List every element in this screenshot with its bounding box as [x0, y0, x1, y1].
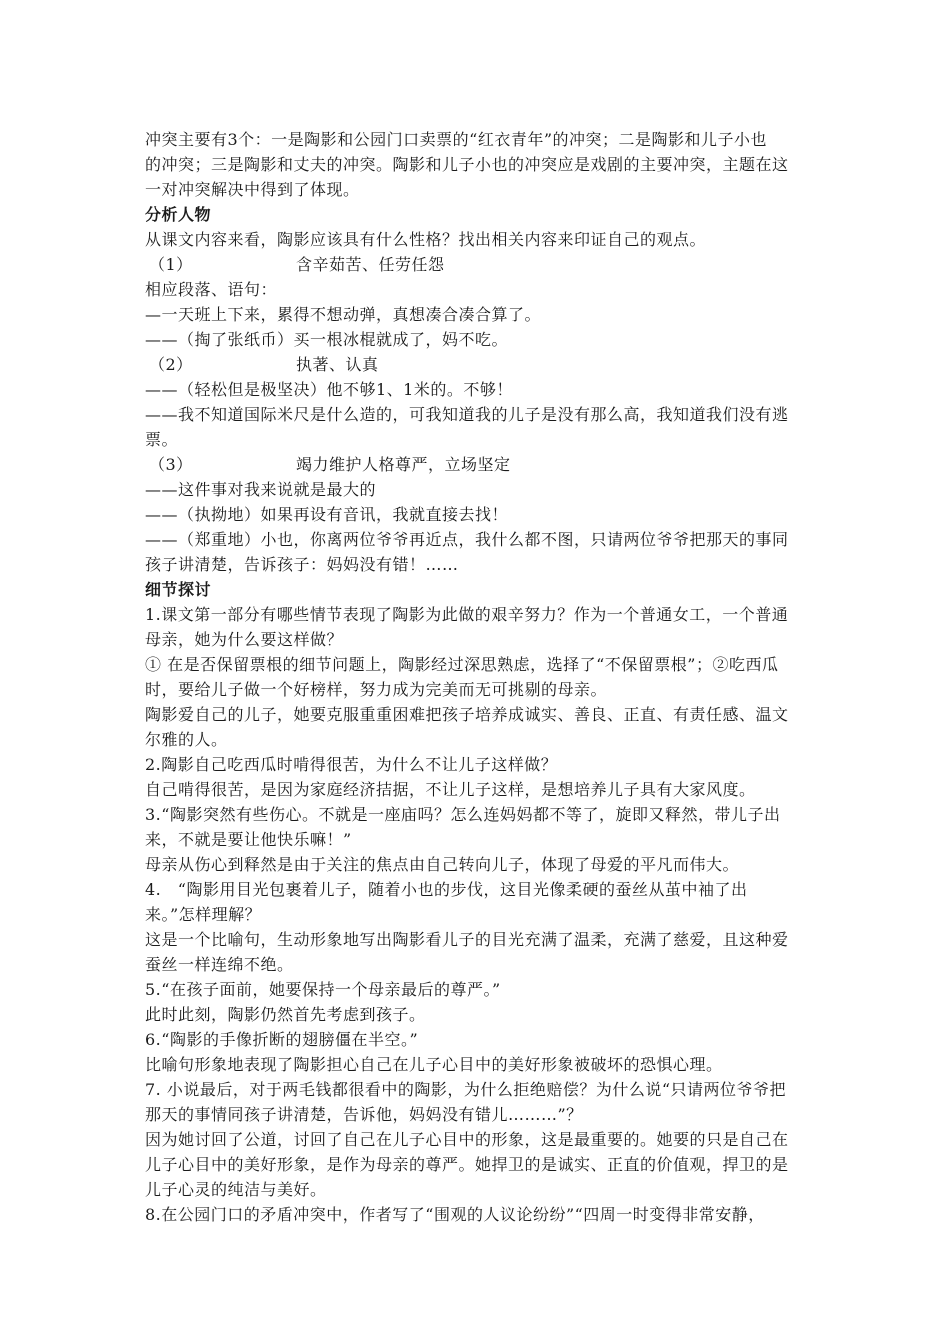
text-line: 母亲从伤心到释然是由于关注的焦点由自己转向儿子，体现了母爱的平凡而伟大。 — [145, 855, 740, 874]
text-line: 因为她讨回了公道，讨回了自己在儿子心目中的形象，这是最重要的。她要的只是自己在 — [145, 1130, 789, 1149]
text-line: 自己啃得很苦，是因为家庭经济拮据，不让儿子这样，是想培养儿子具有大家风度。 — [145, 780, 756, 799]
trait-label: 执著、认真 — [296, 355, 379, 374]
text-line: 的冲突；三是陶影和丈夫的冲突。陶影和儿子小也的冲突应是戏剧的主要冲突，主题在这 — [145, 155, 789, 174]
text-line: 孩子讲清楚，告诉孩子：妈妈没有错！…… — [145, 555, 459, 574]
text-line: 时，要给儿子做一个好榜样，努力成为完美而无可挑剔的母亲。 — [145, 680, 608, 699]
trait-number: （2） — [149, 355, 193, 374]
text-line: 5.“在孩子面前，她要保持一个母亲最后的尊严。” — [145, 980, 501, 999]
text-line: 2.陶影自己吃西瓜时啃得很苦，为什么不让儿子这样做？ — [145, 755, 558, 774]
text-line: 8.在公园门口的矛盾冲突中，作者写了“围观的人议论纷纷”“四周一时变得非常安静， — [145, 1205, 765, 1224]
text-line: 儿子心目中的美好形象，是作为母亲的尊严。她捍卫的是诚实、正直的价值观，捍卫的是 — [145, 1155, 789, 1174]
trait-number: （3） — [149, 455, 193, 474]
text-line: 一对冲突解决中得到了体现。 — [145, 180, 360, 199]
text-line: ——（掏了张纸币）买一根冰棍就成了，妈不吃。 — [145, 330, 509, 349]
trait-label: 含辛茹苦、任劳任怨 — [296, 255, 445, 274]
section-heading-analyze-characters: 分析人物 — [145, 205, 212, 224]
text-line: 1.课文第一部分有哪些情节表现了陶影为此做的艰辛努力？作为一个普通女工，一个普通 — [145, 605, 789, 624]
text-line: ——我不知道国际米尺是什么造的，可我知道我的儿子是没有那么高，我知道我们没有逃 — [145, 405, 789, 424]
text-line: 儿子心灵的纯洁与美好。 — [145, 1180, 327, 1199]
text-line: 陶影爱自己的儿子，她要克服重重困难把孩子培养成诚实、善良、正直、有责任感、温文 — [145, 705, 789, 724]
text-line: —一天班上下来，累得不想动弹，真想凑合凑合算了。 — [145, 305, 542, 324]
text-line: 比喻句形象地表现了陶影担心自己在儿子心目中的美好形象被破坏的恐惧心理。 — [145, 1055, 723, 1074]
trait-number: （1） — [149, 255, 193, 274]
text-line: ——这件事对我来说就是最大的 — [145, 480, 377, 499]
text-line: ——（轻松但是极坚决）他不够1、1米的。不够！ — [145, 380, 513, 399]
text-line: 6.“陶影的手像折断的翅膀僵在半空。” — [145, 1030, 419, 1049]
text-line: 4. “陶影用目光包裹着儿子，随着小也的步伐，这目光像柔硬的蚕丝从茧中袖了出 — [145, 880, 748, 899]
text-line: 尔雅的人。 — [145, 730, 228, 749]
text-line: 此时此刻，陶影仍然首先考虑到孩子。 — [145, 1005, 426, 1024]
text-line: 票。 — [145, 430, 179, 449]
text-line: 从课文内容来看，陶影应该具有什么性格？找出相关内容来印证自己的观点。 — [145, 230, 707, 249]
trait-label: 竭力维护人格尊严，立场坚定 — [296, 455, 511, 474]
text-line: 冲突主要有3个：一是陶影和公园门口卖票的“红衣青年”的冲突；二是陶影和儿子小也 — [145, 130, 768, 149]
text-line: 7. 小说最后，对于两毛钱都很看中的陶影，为什么拒绝赔偿？为什么说“只请两位爷爷把 — [145, 1080, 787, 1099]
text-line: 相应段落、语句： — [145, 280, 278, 299]
text-line: 母亲，她为什么要这样做？ — [145, 630, 344, 649]
text-line: 这是一个比喻句，生动形象地写出陶影看儿子的目光充满了温柔，充满了慈爱，且这种爱 — [145, 930, 789, 949]
text-line: 来。”怎样理解？ — [145, 905, 262, 924]
text-line: ——（执拗地）如果再设有音讯，我就直接去找！ — [145, 505, 509, 524]
text-line: 蚕丝一样连绵不绝。 — [145, 955, 294, 974]
text-line: ① 在是否保留票根的细节问题上，陶影经过深思熟虑，选择了“不保留票根”；②吃西瓜 — [145, 655, 779, 674]
text-line: 来，不就是要让他快乐嘛！” — [145, 830, 352, 849]
text-line: 3.“陶影突然有些伤心。不就是一座庙吗？怎么连妈妈都不等了，旋即又释然，带儿子出 — [145, 805, 781, 824]
text-line: ——（郑重地）小也，你离两位爷爷再近点，我什么都不图，只请两位爷爷把那天的事同 — [145, 530, 789, 549]
section-heading-detail-discussion: 细节探讨 — [145, 580, 212, 599]
text-line: 那天的事情同孩子讲清楚，告诉他，妈妈没有错儿………”？ — [145, 1105, 583, 1124]
